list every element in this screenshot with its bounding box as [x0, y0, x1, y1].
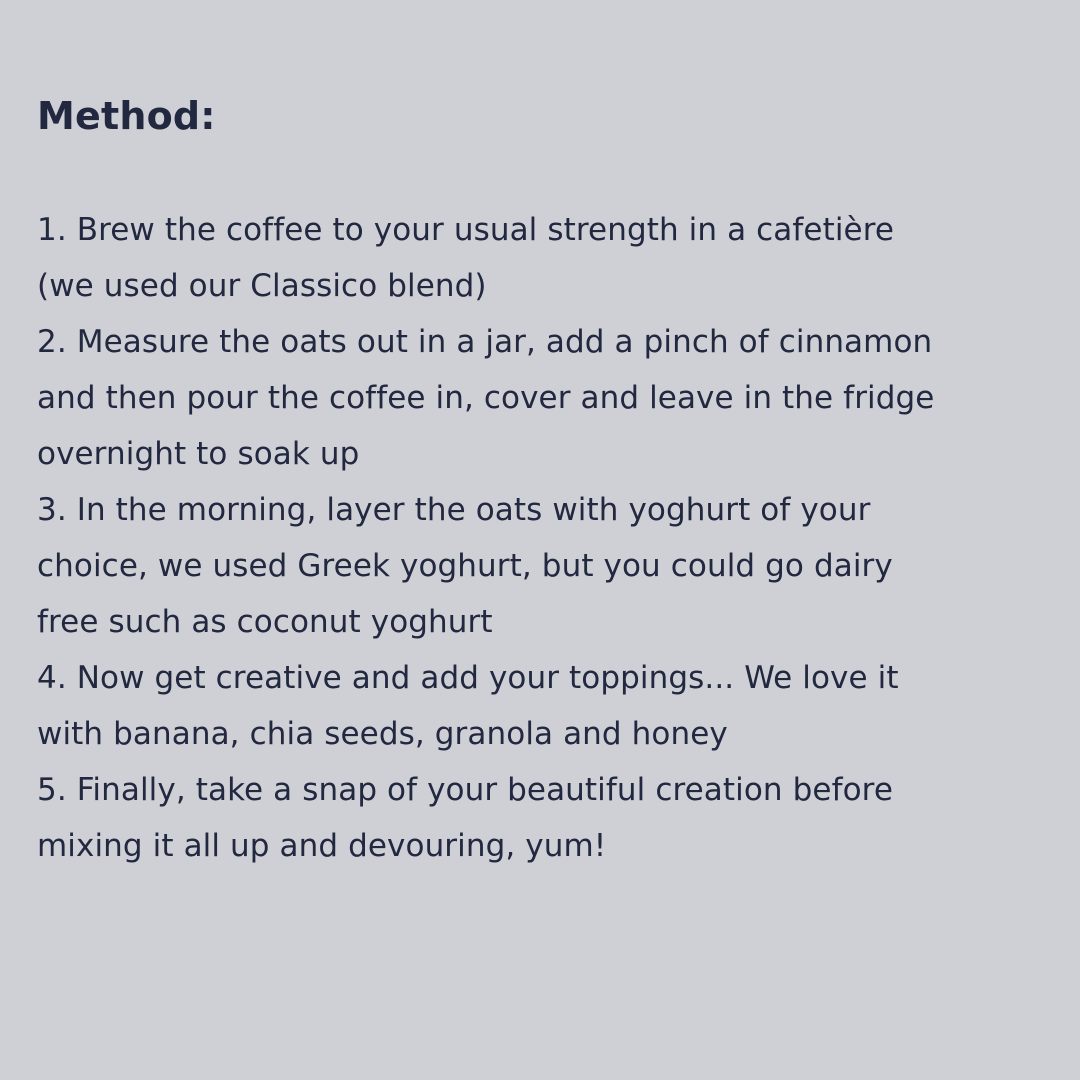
method-heading: Method:: [37, 94, 216, 138]
step-4-line-1: 4. Now get creative and add your toppings... We love it: [37, 660, 899, 696]
step-2-line-3: overnight to soak up: [37, 436, 360, 472]
method-step-5: [37, 762, 1047, 874]
step-5-line-2: mixing it all up and devouring, yum!: [37, 828, 607, 864]
step-4-line-2: with banana, chia seeds, granola and honey: [37, 716, 728, 752]
method-step-3: [37, 482, 1047, 650]
method-step-1: [37, 202, 1047, 314]
step-2-line-1: 2. Measure the oats out in a jar, add a pinch of cinnamon: [37, 324, 933, 360]
method-step-4: [37, 650, 1047, 762]
step-1-line-1: 1. Brew the coffee to your usual strength in a cafetière: [37, 212, 895, 248]
method-step-2: [37, 314, 1047, 482]
step-3-line-2: choice, we used Greek yoghurt, but you could go dairy: [37, 548, 893, 584]
step-3-line-3: free such as coconut yoghurt: [37, 604, 493, 640]
step-3-line-1: 3. In the morning, layer the oats with yoghurt of your: [37, 492, 871, 528]
step-2-line-2: and then pour the coffee in, cover and leave in the fridge: [37, 380, 935, 416]
step-1-line-2: (we used our Classico blend): [37, 268, 487, 304]
step-5-line-1: 5. Finally, take a snap of your beautiful creation before: [37, 772, 894, 808]
method-steps-list: [37, 202, 1047, 874]
